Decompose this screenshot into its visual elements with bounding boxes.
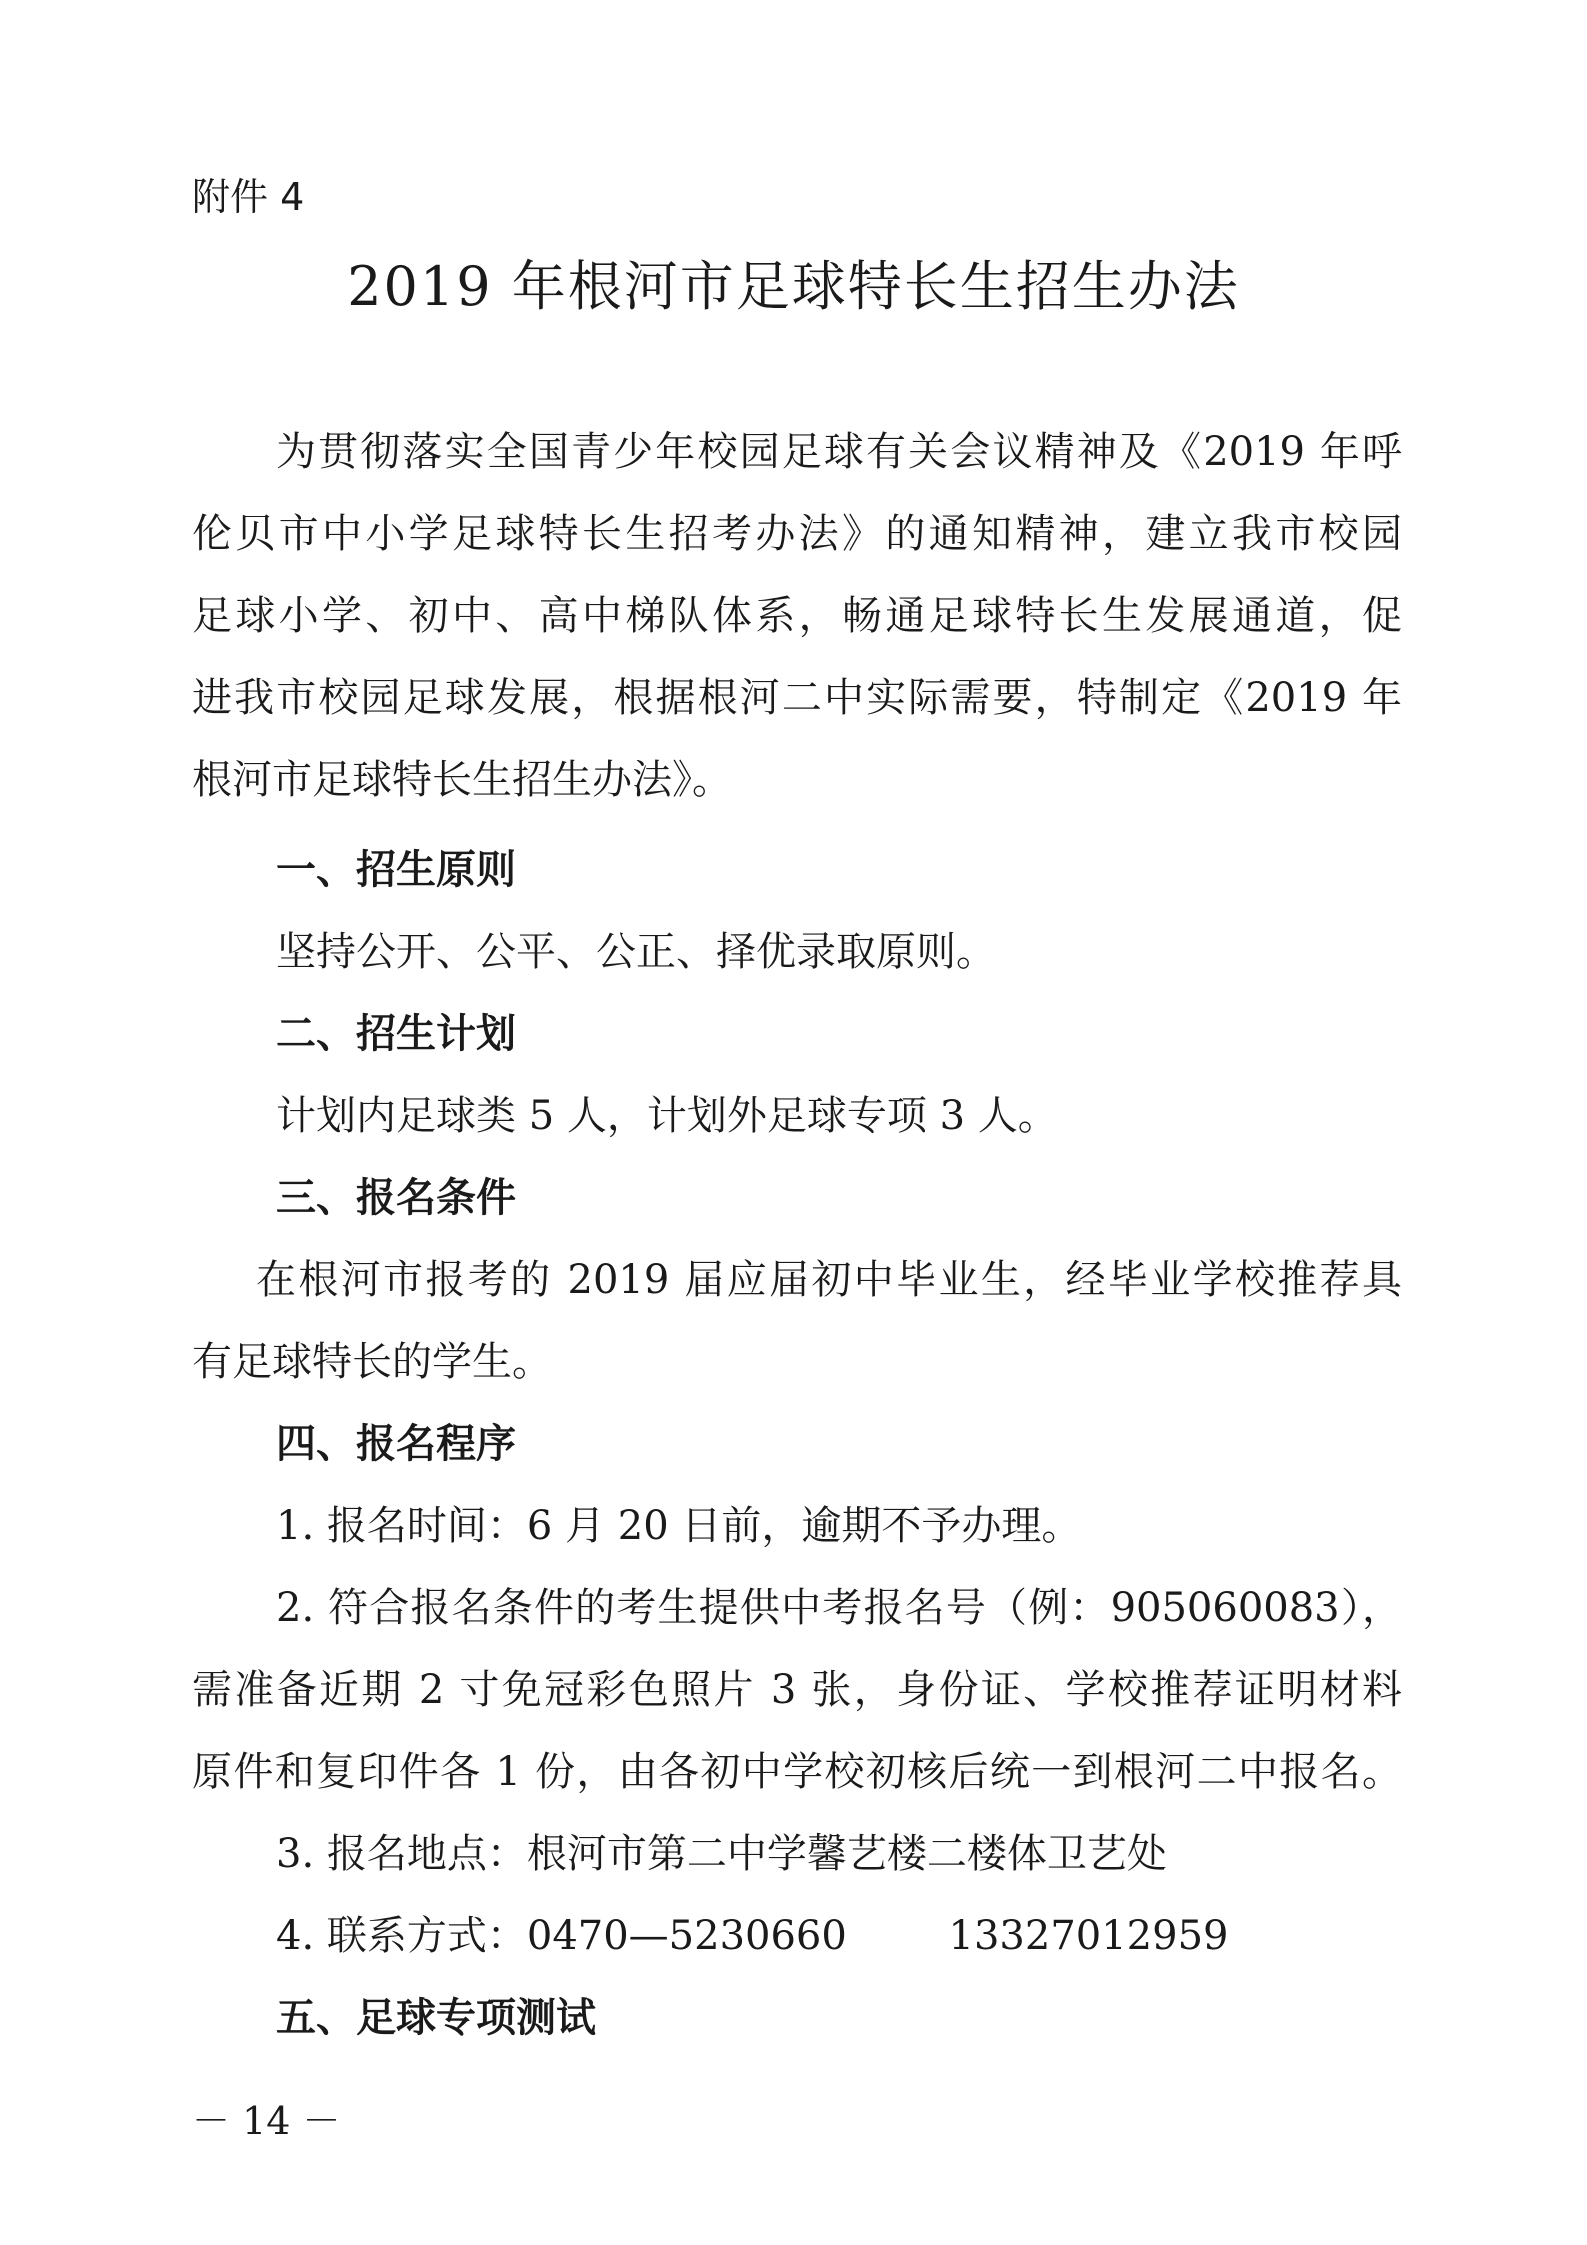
principles-text: 坚持公开、公平、公正、择优录取原则。	[276, 929, 996, 975]
page-number: － 14 －	[192, 2099, 341, 2143]
procedure-item-time: 1. 报名时间：6 月 20 日前，逾期不予办理。	[276, 1503, 1082, 1549]
document-title: 2019 年根河市足球特长生招生办法	[347, 255, 1240, 318]
section-heading-test: 五、足球专项测试	[276, 1995, 596, 2041]
section-heading-conditions: 三、报名条件	[276, 1175, 516, 1221]
intro-line: 为贯彻落实全国青少年校园足球有关会议精神及《2019 年呼	[276, 429, 1402, 475]
conditions-line: 在根河市报考的 2019 届应届初中毕业生，经毕业学校推荐具	[256, 1257, 1402, 1303]
attachment-label: 附件 4	[192, 175, 305, 219]
materials-line: 2. 符合报名条件的考生提供中考报名号（例：905060083），	[276, 1585, 1402, 1631]
materials-line: 原件和复印件各 1 份，由各初中学校初核后统一到根河二中报名。	[192, 1749, 1402, 1795]
section-heading-procedure: 四、报名程序	[276, 1421, 516, 1467]
section-heading-principles: 一、招生原则	[276, 847, 516, 893]
procedure-item-contact: 4. 联系方式：0470—5230660 13327012959	[276, 1913, 1229, 1959]
intro-line: 根河市足球特长生招生办法》。	[192, 757, 732, 803]
intro-line: 进我市校园足球发展，根据根河二中实际需要，特制定《2019 年	[192, 675, 1402, 721]
section-heading-plan: 二、招生计划	[276, 1011, 516, 1057]
intro-line: 伦贝市中小学足球特长生招考办法》的通知精神，建立我市校园	[192, 511, 1402, 557]
plan-text: 计划内足球类 5 人，计划外足球专项 3 人。	[276, 1093, 1058, 1139]
procedure-item-location: 3. 报名地点：根河市第二中学馨艺楼二楼体卫艺处	[276, 1831, 1167, 1877]
materials-line: 需准备近期 2 寸免冠彩色照片 3 张，身份证、学校推荐证明材料	[192, 1667, 1402, 1713]
intro-line: 足球小学、初中、高中梯队体系，畅通足球特长生发展通道，促	[192, 593, 1402, 639]
conditions-line: 有足球特长的学生。	[192, 1339, 552, 1385]
